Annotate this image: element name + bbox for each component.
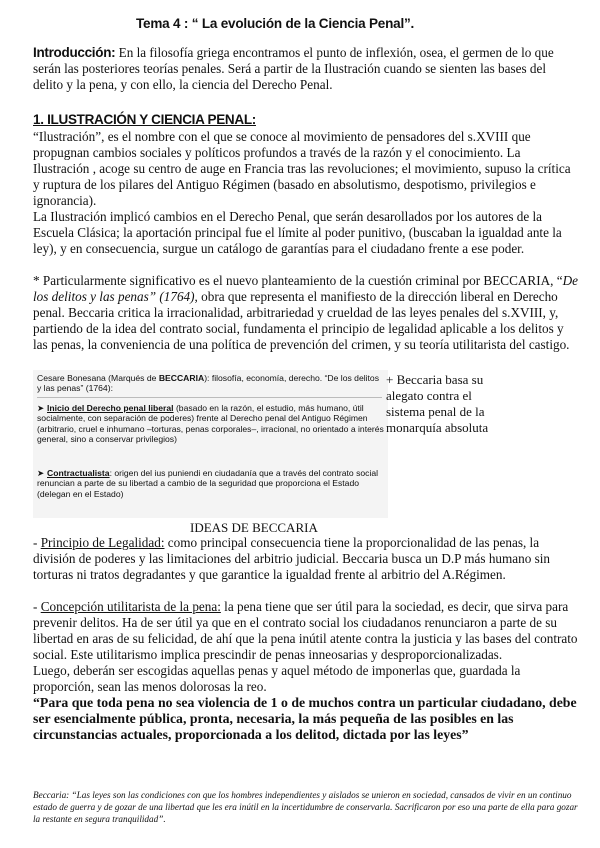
arrow-bullet-icon: ➤	[37, 468, 45, 478]
ilustracion-cambios-paragraph: La Ilustración implicó cambios en el Derecho Penal, que serán desarollados por los autores de la Escuela Clásica; la aportación principal fue el límite al poder punitivo, (buscaban la igualdad ante la ley), y en consecuencia, surgue un catálogo de garantías para el ciudadano frente a ese poder.	[33, 209, 562, 256]
legalidad-label: Principio de Legalidad:	[40, 535, 165, 550]
book-title: De los delitos y las penas” (1764)	[33, 273, 578, 304]
footnote-label: Beccaria:	[33, 790, 70, 800]
item2-text: : origen del ius puniendi en ciudadanía que a través del contrato social renuncian a parte de su libertad a cambio de la seguridad que proporciona el Estado (delegan en el Estado)	[37, 468, 379, 499]
utilitarista-paragraph: - Concepción utilitarista de la pena: la pena tiene que ser útil para la sociedad, es decir, que sirva para prevenir delitos. Ha de ser útil ya que en el contrato social los ciudadanos renunciaron a parte de su libertad en aras de su felicidad, de ahí que la pena inútil atente contra la justicia y las bases del contrato social. Este utilitarismo implica prescindir de penas inneosarias y desproporcionalizadas.	[33, 599, 578, 662]
ideas-heading: IDEAS DE BECCARIA	[190, 520, 318, 535]
section-1-heading: 1. ILUSTRACIÓN Y CIENCIA PENAL:	[33, 112, 256, 127]
beccaria-paragraph	[33, 273, 578, 353]
page-title: Tema 4 : “ La evolución de la Ciencia Penal”.	[136, 16, 415, 31]
box-item-liberal	[37, 403, 385, 444]
ideas-body	[33, 535, 578, 743]
beccaria-text-a: * Particularmente significativo es el nuevo planteamiento de la cuestión criminal por BECCARIA, “	[33, 273, 563, 288]
luego-paragraph: Luego, deberán ser escogidas aquellas penas y aquel método de imponerlas que, guardada la proporción, sean las menos dolorosas la reo.	[33, 663, 521, 694]
intro-heading: Introducción:	[33, 45, 116, 60]
intro-paragraph	[33, 45, 578, 93]
side-note: + Beccaria basa su alegato contra el sistema penal de la monarquía absoluta	[386, 372, 489, 435]
legalidad-paragraph: - Principio de Legalidad: como principal consecuencia tiene la proporcionalidad de las penas, la división de poderes y las limitaciones del arbitrio judicial. Beccaria busca un D.P más humano sin torturas ni tratos degradantes y que garantice la igualdad frente al arbitrio del A.Régimen.	[33, 535, 550, 582]
beccaria-summary-image	[33, 370, 388, 518]
caption-a: Cesare Bonesana (Marqués de	[37, 373, 159, 383]
ilustracion-paragraph: “Ilustración”, es el nombre con el que se conoce al movimiento de pensadores del s.XVIII que propugnan cambios sociales y políticos profundos a través de la razón y el conocimiento. La Ilustración , acoge su centro de auge en Francia tras las revoluciones; el movimiento, supuso la crítica y ruptura de los pilares del Antiguo Régimen (basado en absolutismo, despotismo, privilegios e ignorancia).	[33, 129, 571, 208]
item1-title: Inicio del Derecho penal liberal	[47, 403, 174, 413]
item1-text: (basado en la razón, el estudio, más humano, útil socialmente, con separación de poderes) frente al Derecho penal del Antiguo Régimen (arbitrario, cruel e inhumano –torturas, penas corporales–, irracional, no orientado a interés general, sino a conservar privilegios)	[37, 403, 384, 444]
box-divider	[37, 397, 382, 398]
legalidad-text: como principal consecuencia tiene la proporcionalidad de las penas, la división de poderes y las limitaciones del arbitrio judicial. Beccaria busca un D.P más humano sin torturas ni tratos degradantes y que garantice la igualdad frente al arbitrio del A.Régimen.	[33, 535, 550, 582]
intro-text: En la filosofía griega encontramos el punto de inflexión, osea, el germen de lo que serán las posteriores teorías penales. Será a partir de la Ilustración cuando se sienten las bases del delito y la pena, y con ello, la ciencia del Derecho Penal.	[33, 45, 554, 92]
caption-b: ): filosofía, economía, derecho. “De los delitos y las penas” (1764):	[37, 373, 380, 394]
footnote	[33, 789, 578, 825]
beccaria-text-b: , obra que representa el manifiesto de la dirección liberal en Derecho penal. Beccaria critica la irracionalidad, arbitrariedad y crueldad de las leyes penales del s.XVIII, y, partiendo de la idea del contrato social, fundamenta el principio de legalidad aplicable a los delitos y las penas, la conveniencia de una política de prevención del crimen, y su teoría utilitarista del castigo.	[33, 289, 570, 352]
utilitarista-text: la pena tiene que ser útil para la sociedad, es decir, que sirva para prevenir delitos. Ha de ser útil ya que en el contrato social los ciudadanos renunciaron a parte de su libertad en aras de su felicidad, de ahí que la pena inútil atente contra la justicia y las bases del contrato social. Este utilitarismo implica prescindir de penas inneosarias y desproporcionalizadas.	[33, 599, 578, 662]
footnote-text: “Las leyes son las condiciones con que los hombres independientes y aislados se unieron en sociedad, cansados de vivir en un continuo estado de guerra y de gozar de una libertad que les era inútil en la incertidumbre de conservarla. Sacrificaron por eso una parte de ella para gozar la restante en segura tranquilidad”.	[33, 790, 578, 824]
item2-title: Contractualista	[47, 468, 110, 478]
caption-name: BECCARIA	[158, 373, 205, 383]
beccaria-quote: “Para que toda pena no sea violencia de 1 o de muchos contra un particular ciudadano, debe ser esencialmente pública, pronta, necesaria, la más pequeña de las posibles en las circunstancias actuales, proporcionada a los delitod, dictada por las leyes”	[33, 695, 577, 742]
box-item-contractualista	[37, 468, 385, 499]
box-caption	[37, 373, 385, 394]
arrow-bullet-icon: ➤	[37, 403, 45, 413]
utilitarista-label: Concepción utilitarista de la pena:	[40, 599, 221, 614]
section-1-body	[33, 129, 578, 353]
